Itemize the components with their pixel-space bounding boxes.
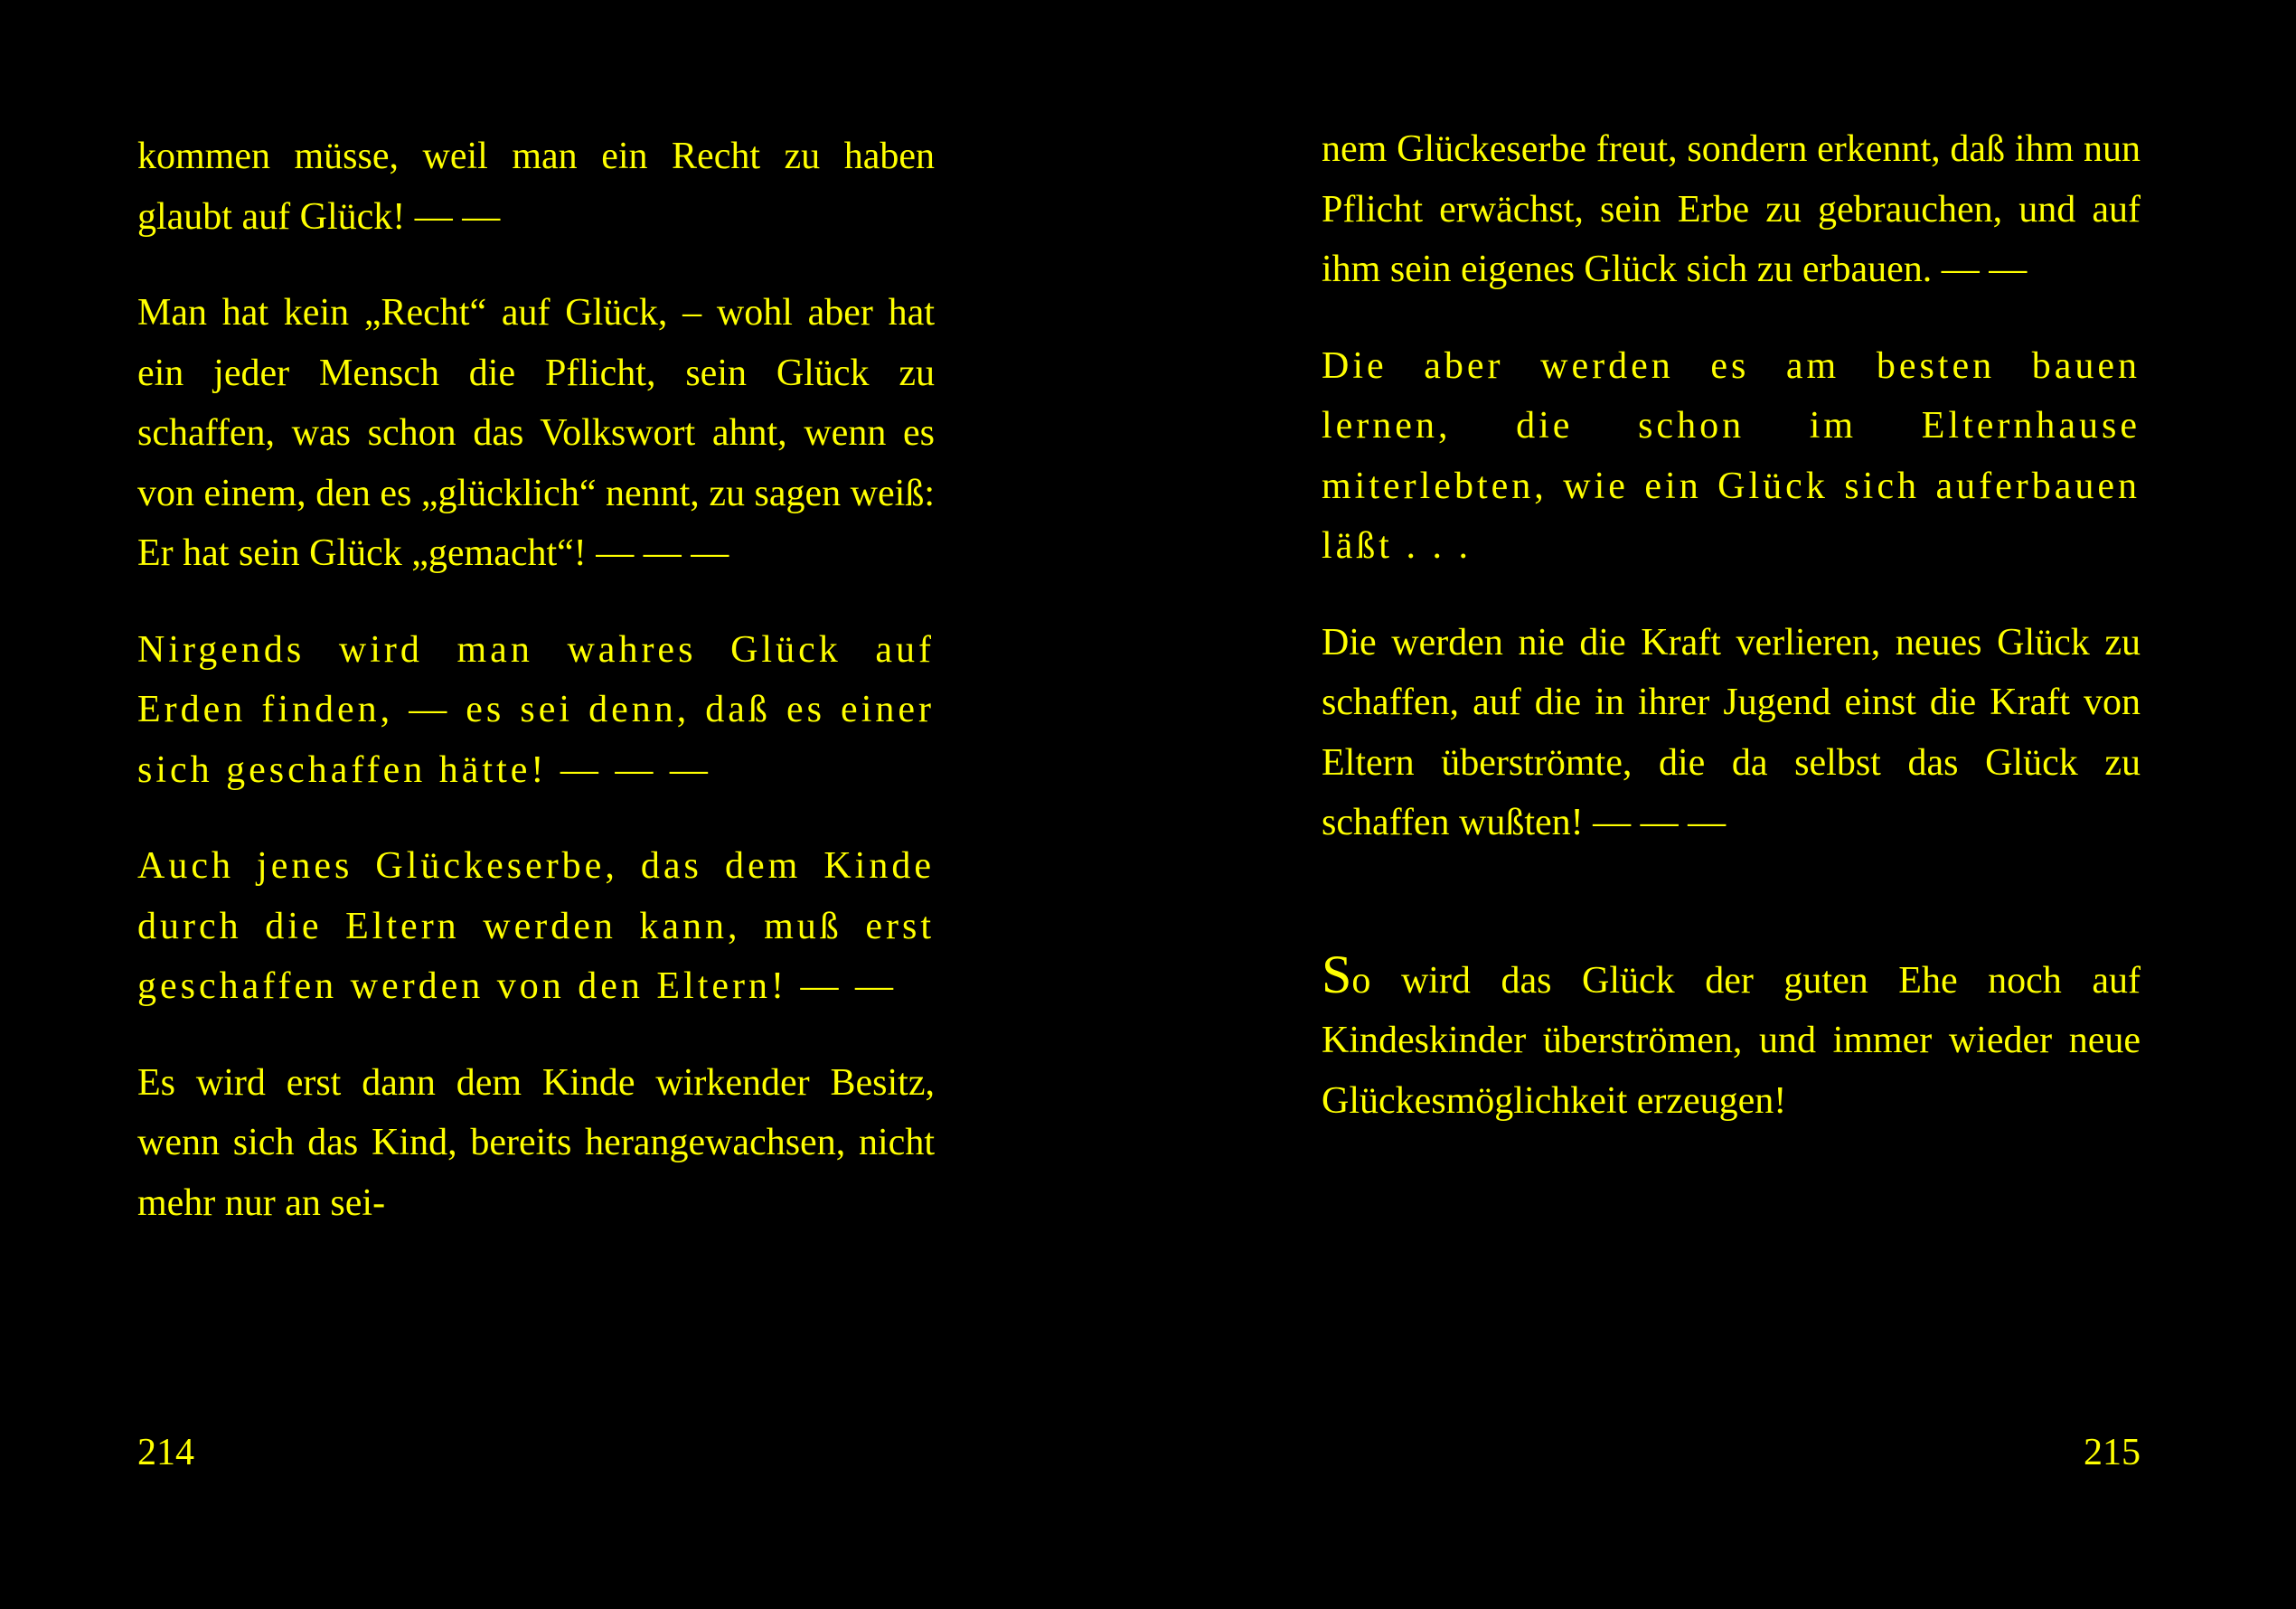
page-number: 215 bbox=[2084, 1432, 2141, 1473]
left-page bbox=[137, 0, 935, 1609]
closing-paragraph bbox=[1322, 944, 2141, 1132]
paragraph: Man hat kein „Recht“ auf Glück, – wohl aber hat ein jeder Mensch die Pflicht, sein Glück zu schaffen, was schon das Volkswort ahnt, wenn es von einem, den es „glücklich“ nennt, zu sagen weiß: Er hat sein Glück „gemacht“! — — — bbox=[137, 292, 935, 574]
paragraph: Die aber werden es am besten bauen lernen, die schon im Elternhause miterlebten, wie ein Glück sich auferbauen läßt . . . bbox=[1322, 344, 2141, 567]
paragraph: nem Glückeserbe freut, sondern erkennt, daß ihm nun Pflicht erwächst, sein Erbe zu gebrauchen, und auf ihm sein eigenes Glück sich zu erbauen. — — bbox=[1322, 128, 2141, 290]
right-page bbox=[1322, 0, 2141, 1609]
paragraph: Die werden nie die Kraft verlieren, neues Glück zu schaffen, auf die in ihrer Jugend einst die Kraft von Eltern überströmte, die da selbst das Glück zu schaffen wußten! — — — bbox=[1322, 621, 2141, 843]
left-page-text bbox=[137, 127, 935, 1269]
initial-letter: S bbox=[1322, 944, 1352, 1004]
page-number: 214 bbox=[137, 1432, 194, 1473]
paragraph: Nirgends wird man wahres Glück auf Erden finden, — es sei denn, daß es einer sich geschaffen hätte! — — — bbox=[137, 628, 935, 791]
paragraph: Auch jenes Glückeserbe, das dem Kinde durch die Eltern werden kann, muß erst geschaffen werden von den Eltern! — — bbox=[137, 845, 935, 1007]
paragraph: kommen müsse, weil man ein Recht zu haben glaubt auf Glück! — — bbox=[137, 136, 935, 238]
paragraph: Es wird erst dann dem Kinde wirkender Besitz, wenn sich das Kind, bereits herangewachsen, nicht mehr nur an sei- bbox=[137, 1061, 935, 1224]
closing-text: o wird das Glück der guten Ehe noch auf Kindeskinder überströmen, und immer wieder neue Glückesmöglichkeit erzeugen! bbox=[1322, 959, 2141, 1122]
right-page-text bbox=[1322, 119, 2141, 1167]
